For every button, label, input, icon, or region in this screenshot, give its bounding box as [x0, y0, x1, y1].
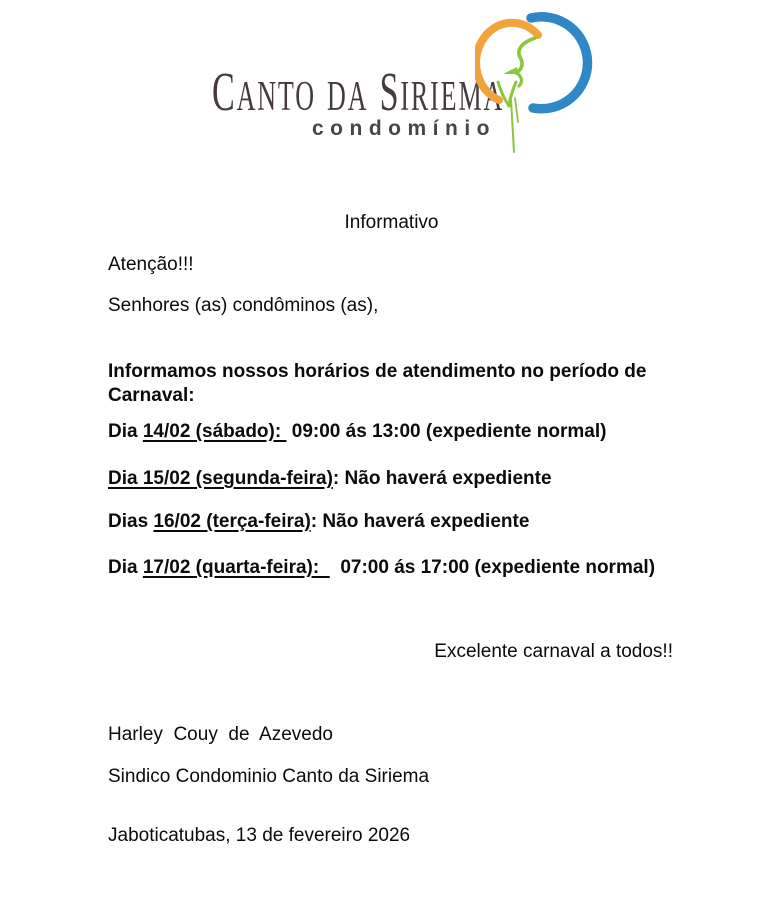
schedule-date-underlined: Dia 15/02 (segunda-feira) — [108, 468, 333, 489]
intro-paragraph: Informamos nossos horários de atendimento no período de Carnaval: — [108, 361, 652, 406]
logo-word-siriema-cap: S — [379, 61, 401, 122]
schedule-date-underlined: 16/02 (terça-feira) — [153, 511, 311, 532]
schedule-prefix: Dia — [108, 557, 143, 578]
schedule-prefix: Dia — [108, 421, 143, 442]
bird-leg-icon — [511, 100, 514, 152]
logo-word-canto — [212, 61, 316, 122]
logo-word-canto-cap: C — [212, 61, 237, 122]
logo-word-da-rest: A — [347, 74, 369, 120]
schedule-details: 09:00 ás 13:00 (expediente normal) — [286, 421, 607, 442]
schedule-details: : Não haverá expediente — [310, 511, 530, 532]
logo-orange-arc-icon — [476, 23, 538, 100]
document-title: Informativo — [344, 212, 439, 233]
bird-leg2-icon — [515, 98, 518, 122]
signature-role: Sindico Condominio Canto da Siriema — [108, 766, 430, 787]
dateline: Jaboticatubas, 13 de fevereiro 2026 — [108, 825, 411, 846]
logo-word-siriema-rest: IRIEMA — [400, 74, 505, 120]
logo-wordmark — [212, 61, 513, 122]
logo-word-canto-rest: ANTO — [236, 74, 316, 120]
schedule-date-underlined: 17/02 (quarta-feira): — [142, 557, 330, 578]
schedule-line-feb16 — [108, 510, 529, 533]
schedule-details: : Não haverá expediente — [332, 468, 552, 489]
signature-name: Harley Couy de Azevedo — [108, 724, 333, 745]
attention-text: Atenção!!! — [108, 254, 194, 275]
schedule-details: 07:00 ás 17:00 (expediente normal) — [329, 557, 656, 578]
bird-neck-icon — [516, 38, 535, 73]
salutation-text: Senhores (as) condôminos (as), — [108, 295, 379, 316]
schedule-prefix: Dias — [108, 511, 154, 532]
logo-blue-arc-icon — [531, 17, 587, 109]
schedule-date-underlined: 14/02 (sábado): — [142, 421, 287, 442]
logo-subtitle: condomínio — [312, 117, 496, 140]
schedule-line-feb17 — [108, 556, 655, 579]
schedule-line-feb15 — [108, 467, 552, 490]
schedule-line-feb14 — [108, 420, 606, 443]
siriema-bird-icon — [475, 12, 595, 154]
logo-word-da — [327, 74, 369, 120]
logo-word-da-cap: D — [327, 74, 348, 120]
bird-breast-icon — [517, 73, 521, 86]
closing-text: Excelente carnaval a todos!! — [434, 641, 673, 662]
